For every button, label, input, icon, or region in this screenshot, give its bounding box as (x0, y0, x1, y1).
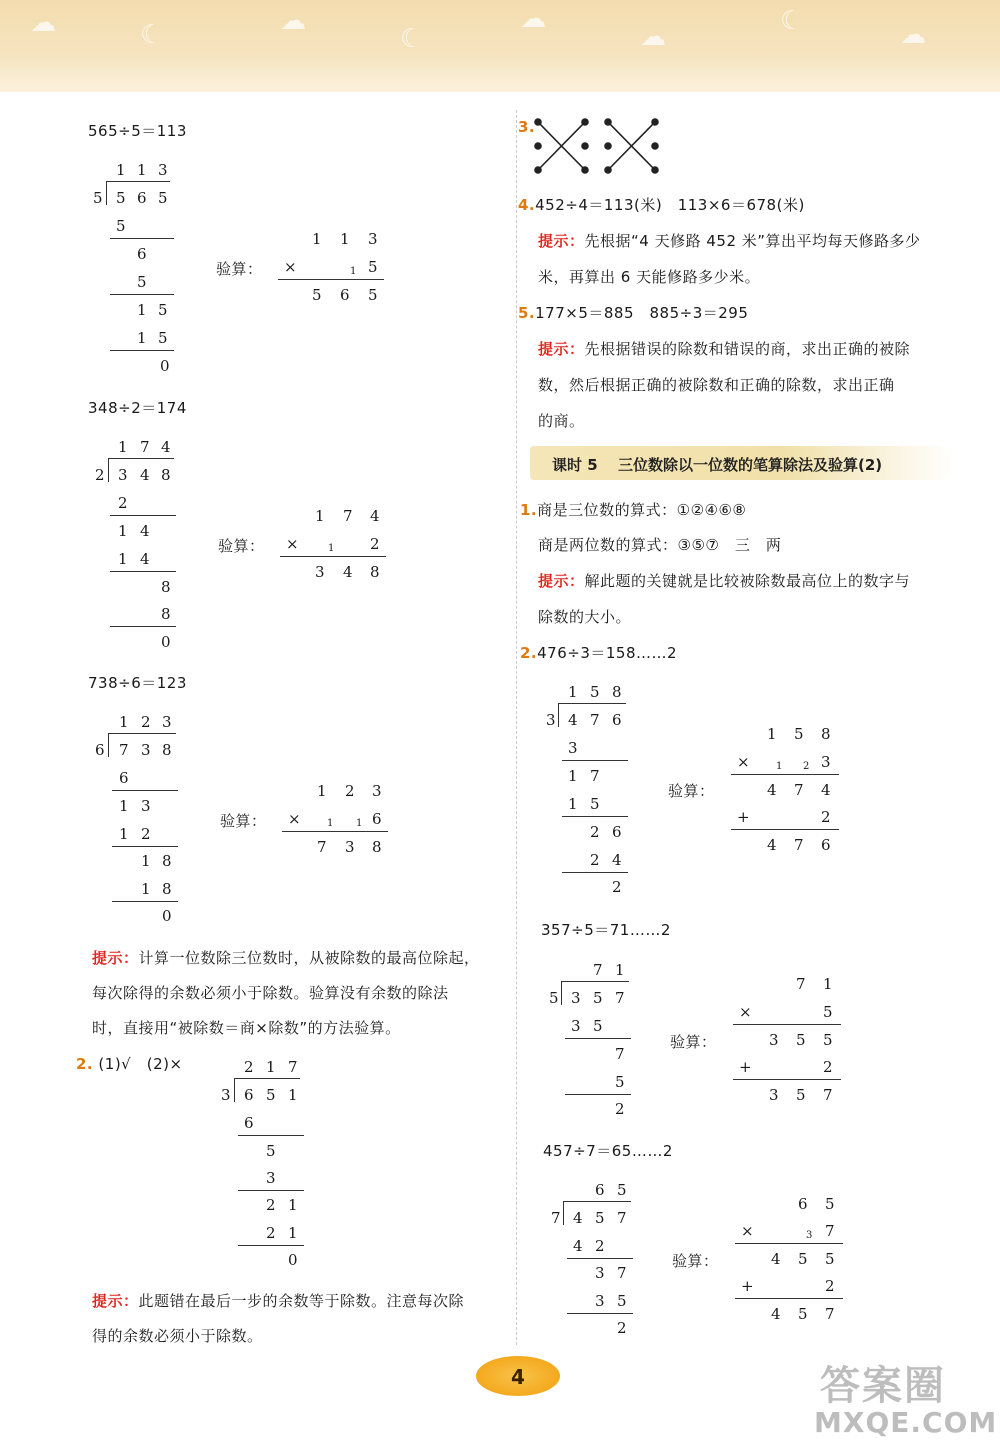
step-digit: 3 (568, 739, 578, 757)
check-digit: 7 (823, 1086, 833, 1104)
step-line (112, 846, 178, 847)
step-digit: 2 (141, 825, 151, 843)
check-digit: 7 (796, 975, 806, 993)
division-bracket (106, 181, 107, 205)
matching-cross-diagram (530, 112, 670, 184)
step-digit: 1 (119, 797, 129, 815)
step-digit: 1 (568, 767, 578, 785)
question-2-answer: (1)√ (2)× (98, 1055, 183, 1073)
step-digit: 1 (568, 795, 578, 813)
step-digit: 2 (266, 1224, 276, 1242)
check-digit: 5 (796, 1086, 806, 1104)
s1-answer-2: 商是两位数的算式：③⑤⑦ 三 两 (538, 536, 782, 554)
step-digit: 5 (158, 329, 168, 347)
dividend-digit: 5 (595, 1209, 605, 1227)
divisor: 2 (95, 466, 105, 484)
plus-sign: + (741, 1277, 754, 1295)
check-digit: 5 (798, 1250, 808, 1268)
check-digit: 6 (372, 810, 382, 828)
equation-565: 565÷5＝113 (88, 122, 187, 140)
step-digit: 2 (590, 823, 600, 841)
equation-357: 357÷5＝71……2 (541, 921, 671, 939)
division-bracket (234, 1078, 235, 1102)
times-sign: × (284, 258, 297, 276)
plus-sign: + (737, 808, 750, 826)
hint-line (538, 230, 921, 251)
hint-text: 此题错在最后一步的余数等于除数。注意每次除 (138, 1292, 465, 1310)
quotient-digit: 4 (161, 438, 171, 456)
dividend-digit: 3 (571, 989, 581, 1007)
step-line (110, 626, 176, 627)
step-digit: 3 (266, 1169, 276, 1187)
step-digit: 6 (612, 823, 622, 841)
check-digit: 4 (821, 781, 831, 799)
check-digit: 3 (368, 230, 378, 248)
dividend-digit: 6 (137, 189, 147, 207)
step-digit: 5 (137, 273, 147, 291)
quotient-digit: 7 (140, 438, 150, 456)
question-number: 1. (520, 501, 538, 519)
check-line (735, 1243, 843, 1244)
step-digit: 4 (140, 550, 150, 568)
s1-line (520, 499, 746, 520)
divisor: 7 (551, 1209, 561, 1227)
quotient-digit: 6 (595, 1181, 605, 1199)
s2-line (520, 642, 677, 663)
check-digit: 2 (823, 1058, 833, 1076)
check-digit: 1 (823, 975, 833, 993)
check-digit: 1 (767, 725, 777, 743)
check-line (735, 1298, 843, 1299)
equation-457: 457÷7＝65……2 (543, 1142, 673, 1160)
question-number: 5. (518, 304, 536, 322)
quotient-digit: 5 (590, 683, 600, 701)
hint-label: 提示： (538, 232, 585, 250)
check-line (278, 279, 384, 280)
dividend-digit: 1 (288, 1086, 298, 1104)
check-digit: 8 (821, 725, 831, 743)
carry-digit: 1 (327, 818, 334, 829)
step-digit: 3 (595, 1264, 605, 1282)
step-digit: 1 (141, 880, 151, 898)
check-digit: 4 (767, 836, 777, 854)
check-digit: 3 (821, 753, 831, 771)
dividend-digit: 4 (568, 711, 578, 729)
step-digit: 2 (266, 1196, 276, 1214)
division-bracket (108, 458, 109, 482)
quotient-digit: 8 (612, 683, 622, 701)
times-sign: × (286, 535, 299, 553)
moon-icon: ☾ (400, 24, 424, 54)
division-bar (234, 1078, 300, 1079)
step-line (238, 1135, 304, 1136)
section-banner (530, 446, 954, 480)
hint-line (92, 947, 480, 968)
hint-label: 提示： (538, 340, 585, 358)
step-digit: 1 (119, 825, 129, 843)
carry-digit: 2 (803, 761, 810, 772)
division-bracket (108, 733, 109, 757)
hint-text: 解此题的关键就是比较被除数最高位上的数字与 (584, 572, 911, 590)
check-digit: 6 (821, 836, 831, 854)
question-number: 2. (520, 644, 538, 662)
step-digit: 1 (288, 1196, 298, 1214)
check-line (731, 829, 839, 830)
quotient-digit: 1 (137, 161, 147, 179)
hint-label: 提示： (92, 1292, 139, 1310)
check-digit: 4 (343, 563, 353, 581)
step-digit: 3 (571, 1017, 581, 1035)
hint-text: 数，然后根据正确的被除数和正确的除数，求出正确 (538, 376, 895, 394)
check-line (733, 1079, 841, 1080)
check-digit: 4 (370, 507, 380, 525)
dividend-digit: 6 (612, 711, 622, 729)
check-digit: 7 (825, 1222, 835, 1240)
step-digit: 8 (161, 578, 171, 596)
step-line (567, 1258, 633, 1259)
division-bracket (563, 1201, 564, 1225)
question-5-line (518, 302, 748, 323)
quotient-digit: 7 (593, 961, 603, 979)
check-label: 验算： (670, 1033, 717, 1051)
check-digit: 5 (368, 286, 378, 304)
step-line (112, 790, 178, 791)
quotient-digit: 7 (288, 1058, 298, 1076)
division-bar (108, 458, 174, 459)
step-line (567, 1313, 633, 1314)
step-line (562, 816, 628, 817)
carry-digit: 3 (806, 1230, 813, 1241)
carry-digit: 1 (776, 761, 783, 772)
page-number: 4 (511, 1365, 525, 1389)
check-digit: 2 (825, 1277, 835, 1295)
divisor: 5 (93, 189, 103, 207)
step-line (238, 1245, 304, 1246)
check-digit: 8 (372, 838, 382, 856)
hint-text: 每次除得的余数必须小于除数。验算没有余数的除法 (92, 984, 449, 1002)
check-label: 验算： (218, 537, 265, 555)
step-digit: 5 (593, 1017, 603, 1035)
hint-label: 提示： (92, 949, 139, 967)
question-4-answer: 452÷4＝113(米) 113×6＝678(米) (535, 196, 805, 214)
hint-text: 时，直接用“被除数＝商×除数”的方法验算。 (92, 1019, 401, 1037)
quotient-digit: 3 (158, 161, 168, 179)
step-digit: 8 (162, 880, 172, 898)
check-line (733, 1024, 841, 1025)
step-digit: 2 (595, 1237, 605, 1255)
check-digit: 3 (345, 838, 355, 856)
step-digit: 3 (141, 797, 151, 815)
dividend-digit: 5 (116, 189, 126, 207)
step-digit: 1 (118, 550, 128, 568)
dividend-digit: 4 (573, 1209, 583, 1227)
check-digit: 1 (317, 782, 327, 800)
check-digit: 6 (340, 286, 350, 304)
check-digit: 1 (315, 507, 325, 525)
division-bar (563, 1201, 631, 1202)
quotient-digit: 1 (118, 438, 128, 456)
question-4-line (518, 194, 805, 215)
remainder: 0 (162, 907, 172, 925)
check-digit: 2 (345, 782, 355, 800)
check-digit: 7 (794, 781, 804, 799)
step-digit: 2 (118, 494, 128, 512)
hint-text: 先根据错误的除数和错误的商，求出正确的被除 (584, 340, 911, 358)
remainder: 0 (161, 633, 171, 651)
check-line (731, 774, 839, 775)
check-digit: 5 (794, 725, 804, 743)
check-label: 验算： (220, 812, 267, 830)
step-digit: 5 (158, 301, 168, 319)
check-line (280, 556, 386, 557)
moon-icon: ☾ (140, 20, 164, 50)
dividend-digit: 6 (244, 1086, 254, 1104)
divisor: 3 (221, 1086, 231, 1104)
step-digit: 2 (590, 851, 600, 869)
check-digit: 7 (825, 1305, 835, 1323)
section-title: 三位数除以一位数的笔算除法及验算(2) (618, 456, 883, 474)
times-sign: × (737, 753, 750, 771)
divisor: 3 (546, 711, 556, 729)
hint-text: 米，再算出 6 天能修路多少米。 (538, 268, 761, 286)
check-line (282, 831, 388, 832)
step-line (238, 1190, 304, 1191)
check-label: 验算： (672, 1252, 719, 1270)
page-number-badge (476, 1356, 560, 1396)
dividend-digit: 8 (161, 466, 171, 484)
check-digit: 5 (798, 1305, 808, 1323)
check-digit: 1 (340, 230, 350, 248)
step-digit: 4 (140, 522, 150, 540)
check-digit: 4 (771, 1250, 781, 1268)
dividend-digit: 3 (141, 741, 151, 759)
s1-answer-1: 商是三位数的算式：①②④⑥⑧ (537, 501, 747, 519)
times-sign: × (288, 810, 301, 828)
step-digit: 5 (590, 795, 600, 813)
cloud-icon: ☁ (280, 6, 306, 36)
check-digit: 4 (767, 781, 777, 799)
question-number: 2. (76, 1055, 94, 1073)
hint-text: 计算一位数除三位数时，从被除数的最高位除起， (138, 949, 480, 967)
remainder: 2 (617, 1319, 627, 1337)
check-label: 验算： (668, 782, 715, 800)
check-digit: 3 (769, 1031, 779, 1049)
section-lesson: 课时 5 (552, 456, 598, 474)
step-digit: 7 (590, 767, 600, 785)
step-line (110, 294, 174, 295)
step-digit: 1 (288, 1224, 298, 1242)
check-digit: 6 (798, 1195, 808, 1213)
check-digit: 1 (312, 230, 322, 248)
quotient-digit: 1 (568, 683, 578, 701)
carry-digit: 1 (350, 266, 357, 277)
check-digit: 2 (370, 535, 380, 553)
quotient-digit: 2 (244, 1058, 254, 1076)
question-number: 4. (518, 196, 536, 214)
question-number: 3. (518, 118, 536, 136)
dividend-digit: 7 (615, 989, 625, 1007)
dividend-digit: 5 (158, 189, 168, 207)
carry-digit: 1 (356, 818, 363, 829)
header-decoration-band (0, 0, 1000, 92)
hint-text: 先根据“4 天修路 452 米”算出平均每天修路多少 (584, 232, 921, 250)
remainder: 2 (612, 878, 622, 896)
step-digit: 1 (137, 329, 147, 347)
quotient-digit: 1 (615, 961, 625, 979)
check-digit: 5 (796, 1031, 806, 1049)
step-digit: 1 (137, 301, 147, 319)
dividend-digit: 5 (266, 1086, 276, 1104)
step-line (110, 515, 176, 516)
check-digit: 5 (312, 286, 322, 304)
question-2-line (76, 1053, 183, 1074)
step-line (565, 1038, 631, 1039)
cloud-icon: ☁ (520, 4, 546, 34)
watermark (800, 1354, 998, 1439)
quotient-digit: 1 (116, 161, 126, 179)
column-divider (516, 110, 517, 1345)
quotient-digit: 1 (266, 1058, 276, 1076)
quotient-digit: 1 (119, 713, 129, 731)
check-digit: 7 (317, 838, 327, 856)
check-digit: 5 (825, 1250, 835, 1268)
hint-label: 提示： (538, 572, 585, 590)
division-bar (558, 703, 626, 704)
cloud-icon: ☁ (900, 20, 926, 50)
division-bracket (561, 981, 562, 1005)
hint-line (538, 338, 910, 359)
dividend-digit: 4 (140, 466, 150, 484)
equation-476: 476÷3＝158……2 (537, 644, 678, 662)
step-digit: 5 (615, 1073, 625, 1091)
check-digit: 5 (825, 1195, 835, 1213)
carry-digit: 1 (328, 543, 335, 554)
divisor: 6 (95, 741, 105, 759)
step-line (110, 571, 176, 572)
remainder: 2 (615, 1100, 625, 1118)
watermark-url: MXQE.COM (814, 1406, 998, 1439)
times-sign: × (739, 1003, 752, 1021)
check-label: 验算： (216, 260, 263, 278)
step-line (562, 872, 628, 873)
step-digit: 8 (162, 852, 172, 870)
check-digit: 3 (372, 782, 382, 800)
check-digit: 3 (769, 1086, 779, 1104)
equation-348: 348÷2＝174 (88, 399, 187, 417)
remainder: 0 (288, 1251, 298, 1269)
division-bar (561, 981, 629, 982)
step-digit: 6 (244, 1114, 254, 1132)
watermark-logo: 答案圈 (820, 1363, 946, 1409)
division-bracket (558, 703, 559, 727)
check-digit: 3 (315, 563, 325, 581)
plus-sign: + (739, 1058, 752, 1076)
times-sign: × (741, 1222, 754, 1240)
dividend-digit: 7 (590, 711, 600, 729)
dividend-digit: 7 (617, 1209, 627, 1227)
moon-icon: ☾ (780, 6, 804, 36)
hint-line (92, 1290, 464, 1311)
check-digit: 2 (821, 808, 831, 826)
quotient-digit: 3 (162, 713, 172, 731)
step-digit: 6 (119, 769, 129, 787)
divisor: 5 (549, 989, 559, 1007)
division-bar (106, 181, 170, 182)
check-digit: 5 (823, 1003, 833, 1021)
check-digit: 5 (368, 258, 378, 276)
check-digit: 5 (823, 1031, 833, 1049)
step-digit: 1 (118, 522, 128, 540)
step-digit: 3 (595, 1292, 605, 1310)
step-line (110, 350, 174, 351)
check-digit: 7 (343, 507, 353, 525)
dividend-digit: 8 (162, 741, 172, 759)
dividend-digit: 3 (118, 466, 128, 484)
step-digit: 5 (266, 1142, 276, 1160)
hint-text: 得的余数必须小于除数。 (92, 1327, 263, 1345)
question-5-answer: 177×5＝885 885÷3＝295 (535, 304, 749, 322)
hint-text: 除数的大小。 (538, 608, 632, 626)
division-bar (108, 733, 176, 734)
cloud-icon: ☁ (30, 8, 56, 38)
hint-line (538, 570, 910, 591)
step-digit: 7 (617, 1264, 627, 1282)
cloud-icon: ☁ (640, 22, 666, 52)
step-digit: 5 (116, 217, 126, 235)
step-line (112, 901, 178, 902)
hint-text: 的商。 (538, 412, 585, 430)
check-digit: 8 (370, 563, 380, 581)
equation-738: 738÷6＝123 (88, 674, 187, 692)
step-digit: 1 (141, 852, 151, 870)
step-line (110, 238, 174, 239)
step-digit: 5 (617, 1292, 627, 1310)
quotient-digit: 5 (617, 1181, 627, 1199)
quotient-digit: 2 (141, 713, 151, 731)
dividend-digit: 5 (593, 989, 603, 1007)
check-digit: 4 (771, 1305, 781, 1323)
step-digit: 6 (137, 245, 147, 263)
dividend-digit: 7 (119, 741, 129, 759)
step-digit: 4 (573, 1237, 583, 1255)
step-digit: 4 (612, 851, 622, 869)
step-line (565, 1094, 631, 1095)
step-line (562, 760, 628, 761)
step-digit: 8 (161, 605, 171, 623)
remainder: 0 (160, 357, 170, 375)
check-digit: 7 (794, 836, 804, 854)
step-digit: 7 (615, 1045, 625, 1063)
